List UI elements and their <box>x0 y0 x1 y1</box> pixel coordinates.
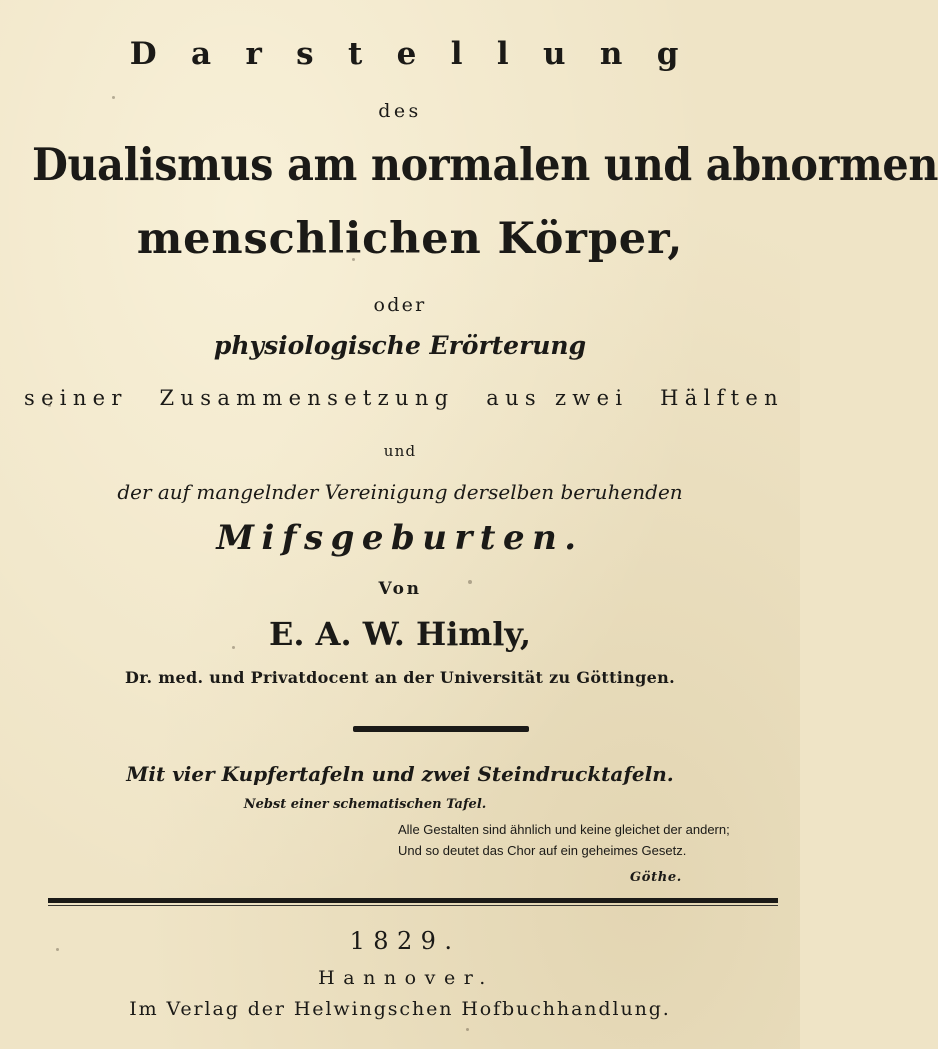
paper-speck <box>352 258 355 261</box>
main-title: D a r s t e l l u n g <box>129 36 691 72</box>
word-haelften: Hälften <box>660 386 784 410</box>
word-seiner: seiner <box>24 386 128 410</box>
motto-line-2: Und so deutet das Chor auf ein geheimes Gesetz. <box>398 843 687 858</box>
author-name: E. A. W. Himly, <box>268 615 532 653</box>
word-zusammensetzung: Zusammensetzung <box>159 386 455 410</box>
title-des: des <box>378 100 422 122</box>
publication-city: Hannover. <box>318 967 494 989</box>
paper-speck <box>232 646 235 649</box>
publisher-line: Im Verlag der Helwingschen Hofbuchhandlung. <box>129 998 671 1020</box>
long-divider-rule <box>48 898 778 903</box>
title-menschlichen-line: menschlichen Körper, <box>136 214 684 264</box>
subtitle-physiologische: physiologische Erörterung <box>213 331 587 360</box>
word-aus-zwei: aus zwei <box>486 386 629 410</box>
motto-line-1: Alle Gestalten sind ähnlich und keine gleichet der andern; <box>398 822 730 837</box>
motto-attribution: Göthe. <box>630 870 682 885</box>
byline-von: Von <box>378 579 422 599</box>
author-affiliation: Dr. med. und Privatdocent an der Universität zu Göttingen. <box>125 668 675 687</box>
paper-speck <box>466 1028 469 1031</box>
subtitle-zusammensetzung-line <box>24 386 784 410</box>
paper-speck <box>112 96 115 99</box>
subtitle-missgeburten: Mifsgeburten. <box>216 518 584 558</box>
short-divider-rule <box>353 726 529 732</box>
title-oder: oder <box>373 294 427 316</box>
subtitle-und: und <box>383 442 417 460</box>
title-dualismus-line: Dualismus am normalen und abnormen <box>32 138 938 191</box>
paper-speck <box>48 404 51 407</box>
long-divider-hairline <box>48 905 778 906</box>
paper-speck <box>56 948 59 951</box>
schematic-table-note: Nebst einer schematischen Tafel. <box>243 797 487 812</box>
paper-speck <box>468 580 472 584</box>
plates-note: Mit vier Kupfertafeln und zwei Steindrucktafeln. <box>126 762 674 786</box>
publication-year: 1829. <box>349 927 461 955</box>
subtitle-der-auf-line: der auf mangelnder Vereinigung derselben beruhenden <box>117 480 683 504</box>
